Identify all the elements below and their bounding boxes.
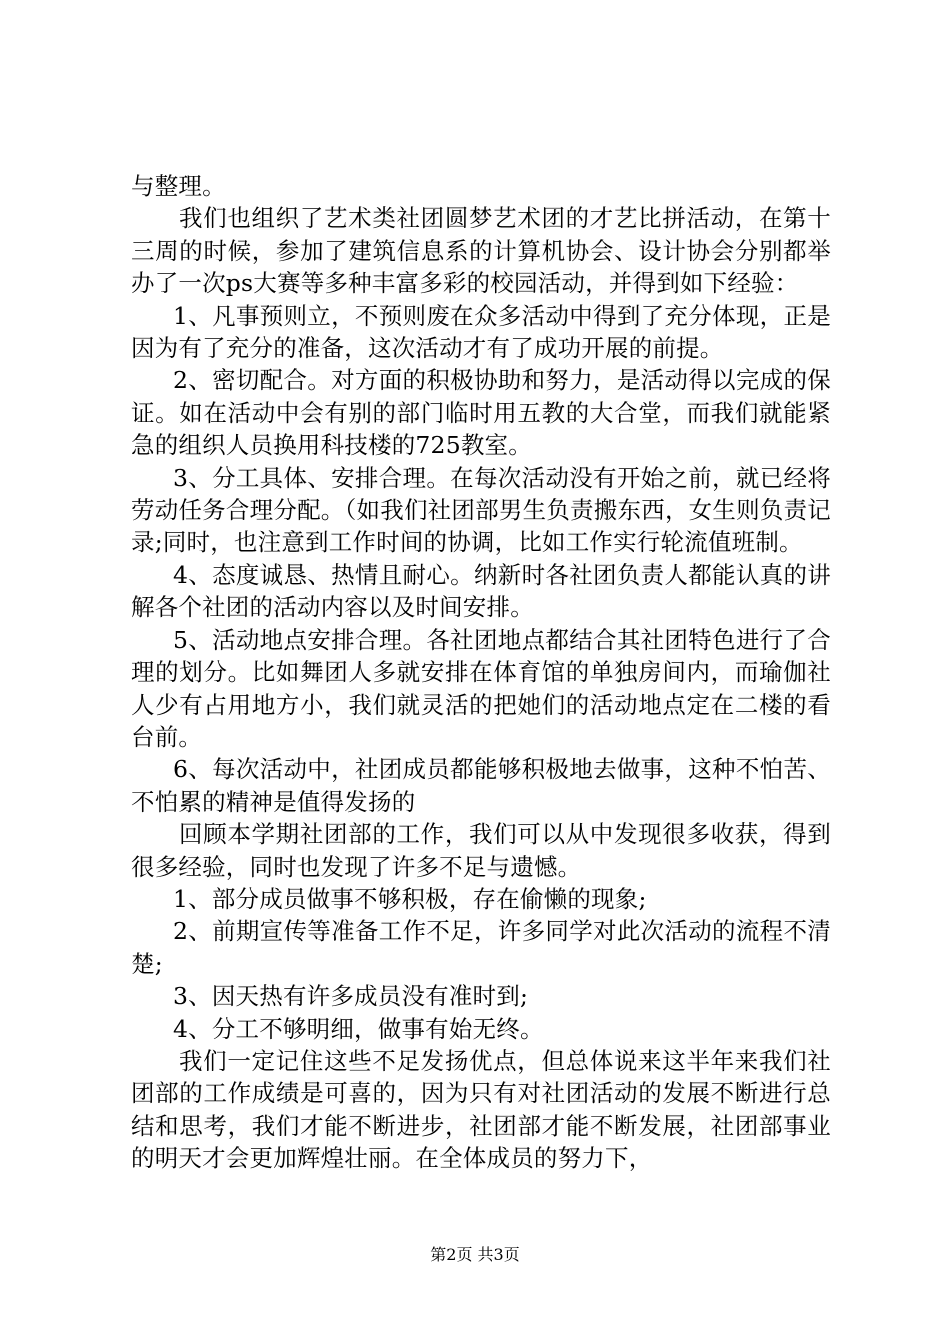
paragraph: 1、凡事预则立，不预则废在众多活动中得到了充分体现，正是因为有了充分的准备，这次活动才有了成功开展的前提。: [131, 301, 831, 363]
paragraph: 2、前期宣传等准备工作不足，许多同学对此次活动的流程不清楚;: [131, 917, 831, 978]
document-page: [131, 0, 831, 1344]
paragraph: 与整理。: [131, 172, 226, 200]
paragraph: 2、密切配合。对方面的积极协助和努力，是活动得以完成的保证。如在活动中会有别的部门临时用五教的大合堂，而我们就能紧急的组织人员换用科技楼的725教室。: [131, 366, 831, 460]
paragraph: 我们也组织了艺术类社团圆梦艺术团的才艺比拼活动，在第十三周的时候，参加了建筑信息系的计算机协会、设计协会分别都举办了一次ps大赛等多种丰富多彩的校园活动，并得到如下经验：: [131, 204, 831, 298]
document-body: [131, 170, 831, 1175]
paragraph: 3、分工具体、安排合理。在每次活动没有开始之前，就已经将劳动任务合理分配。（如我们社团部男生负责搬东西，女生则负责记录;同时，也注意到工作时间的协调，比如工作实行轮流值班制。: [131, 463, 831, 557]
page-footer: 第2页 共3页: [430, 1245, 520, 1264]
paragraph: 6、每次活动中，社团成员都能够积极地去做事，这种不怕苦、不怕累的精神是值得发扬的: [131, 755, 831, 816]
paragraph: 1、部分成员做事不够积极，存在偷懒的现象;: [173, 884, 647, 913]
paragraph: 4、态度诚恳、热情且耐心。纳新时各社团负责人都能认真的讲解各个社团的活动内容以及时间安排。: [131, 560, 831, 622]
paragraph: 我们一定记住这些不足发扬优点，但总体说来这半年来我们社团部的工作成绩是可喜的，因为只有对社团活动的发展不断进行总结和思考，我们才能不断进步，社团部才能不断发展，社团部事业的明天才会更加辉煌壮丽。在全体成员的努力下，: [131, 1046, 831, 1173]
paragraph: 5、活动地点安排合理。各社团地点都结合其社团特色进行了合理的划分。比如舞团人多就安排在体育馆的单独房间内，而瑜伽社人少有占用地方小，我们就灵活的把她们的活动地点定在二楼的看台前。: [131, 625, 831, 751]
paragraph: 3、因天热有许多成员没有准时到;: [173, 982, 529, 1011]
paragraph: 回顾本学期社团部的工作，我们可以从中发现很多收获，得到很多经验，同时也发现了许多不足与遗憾。: [131, 820, 831, 881]
paragraph: 4、分工不够明细，做事有始无终。: [173, 1014, 544, 1043]
